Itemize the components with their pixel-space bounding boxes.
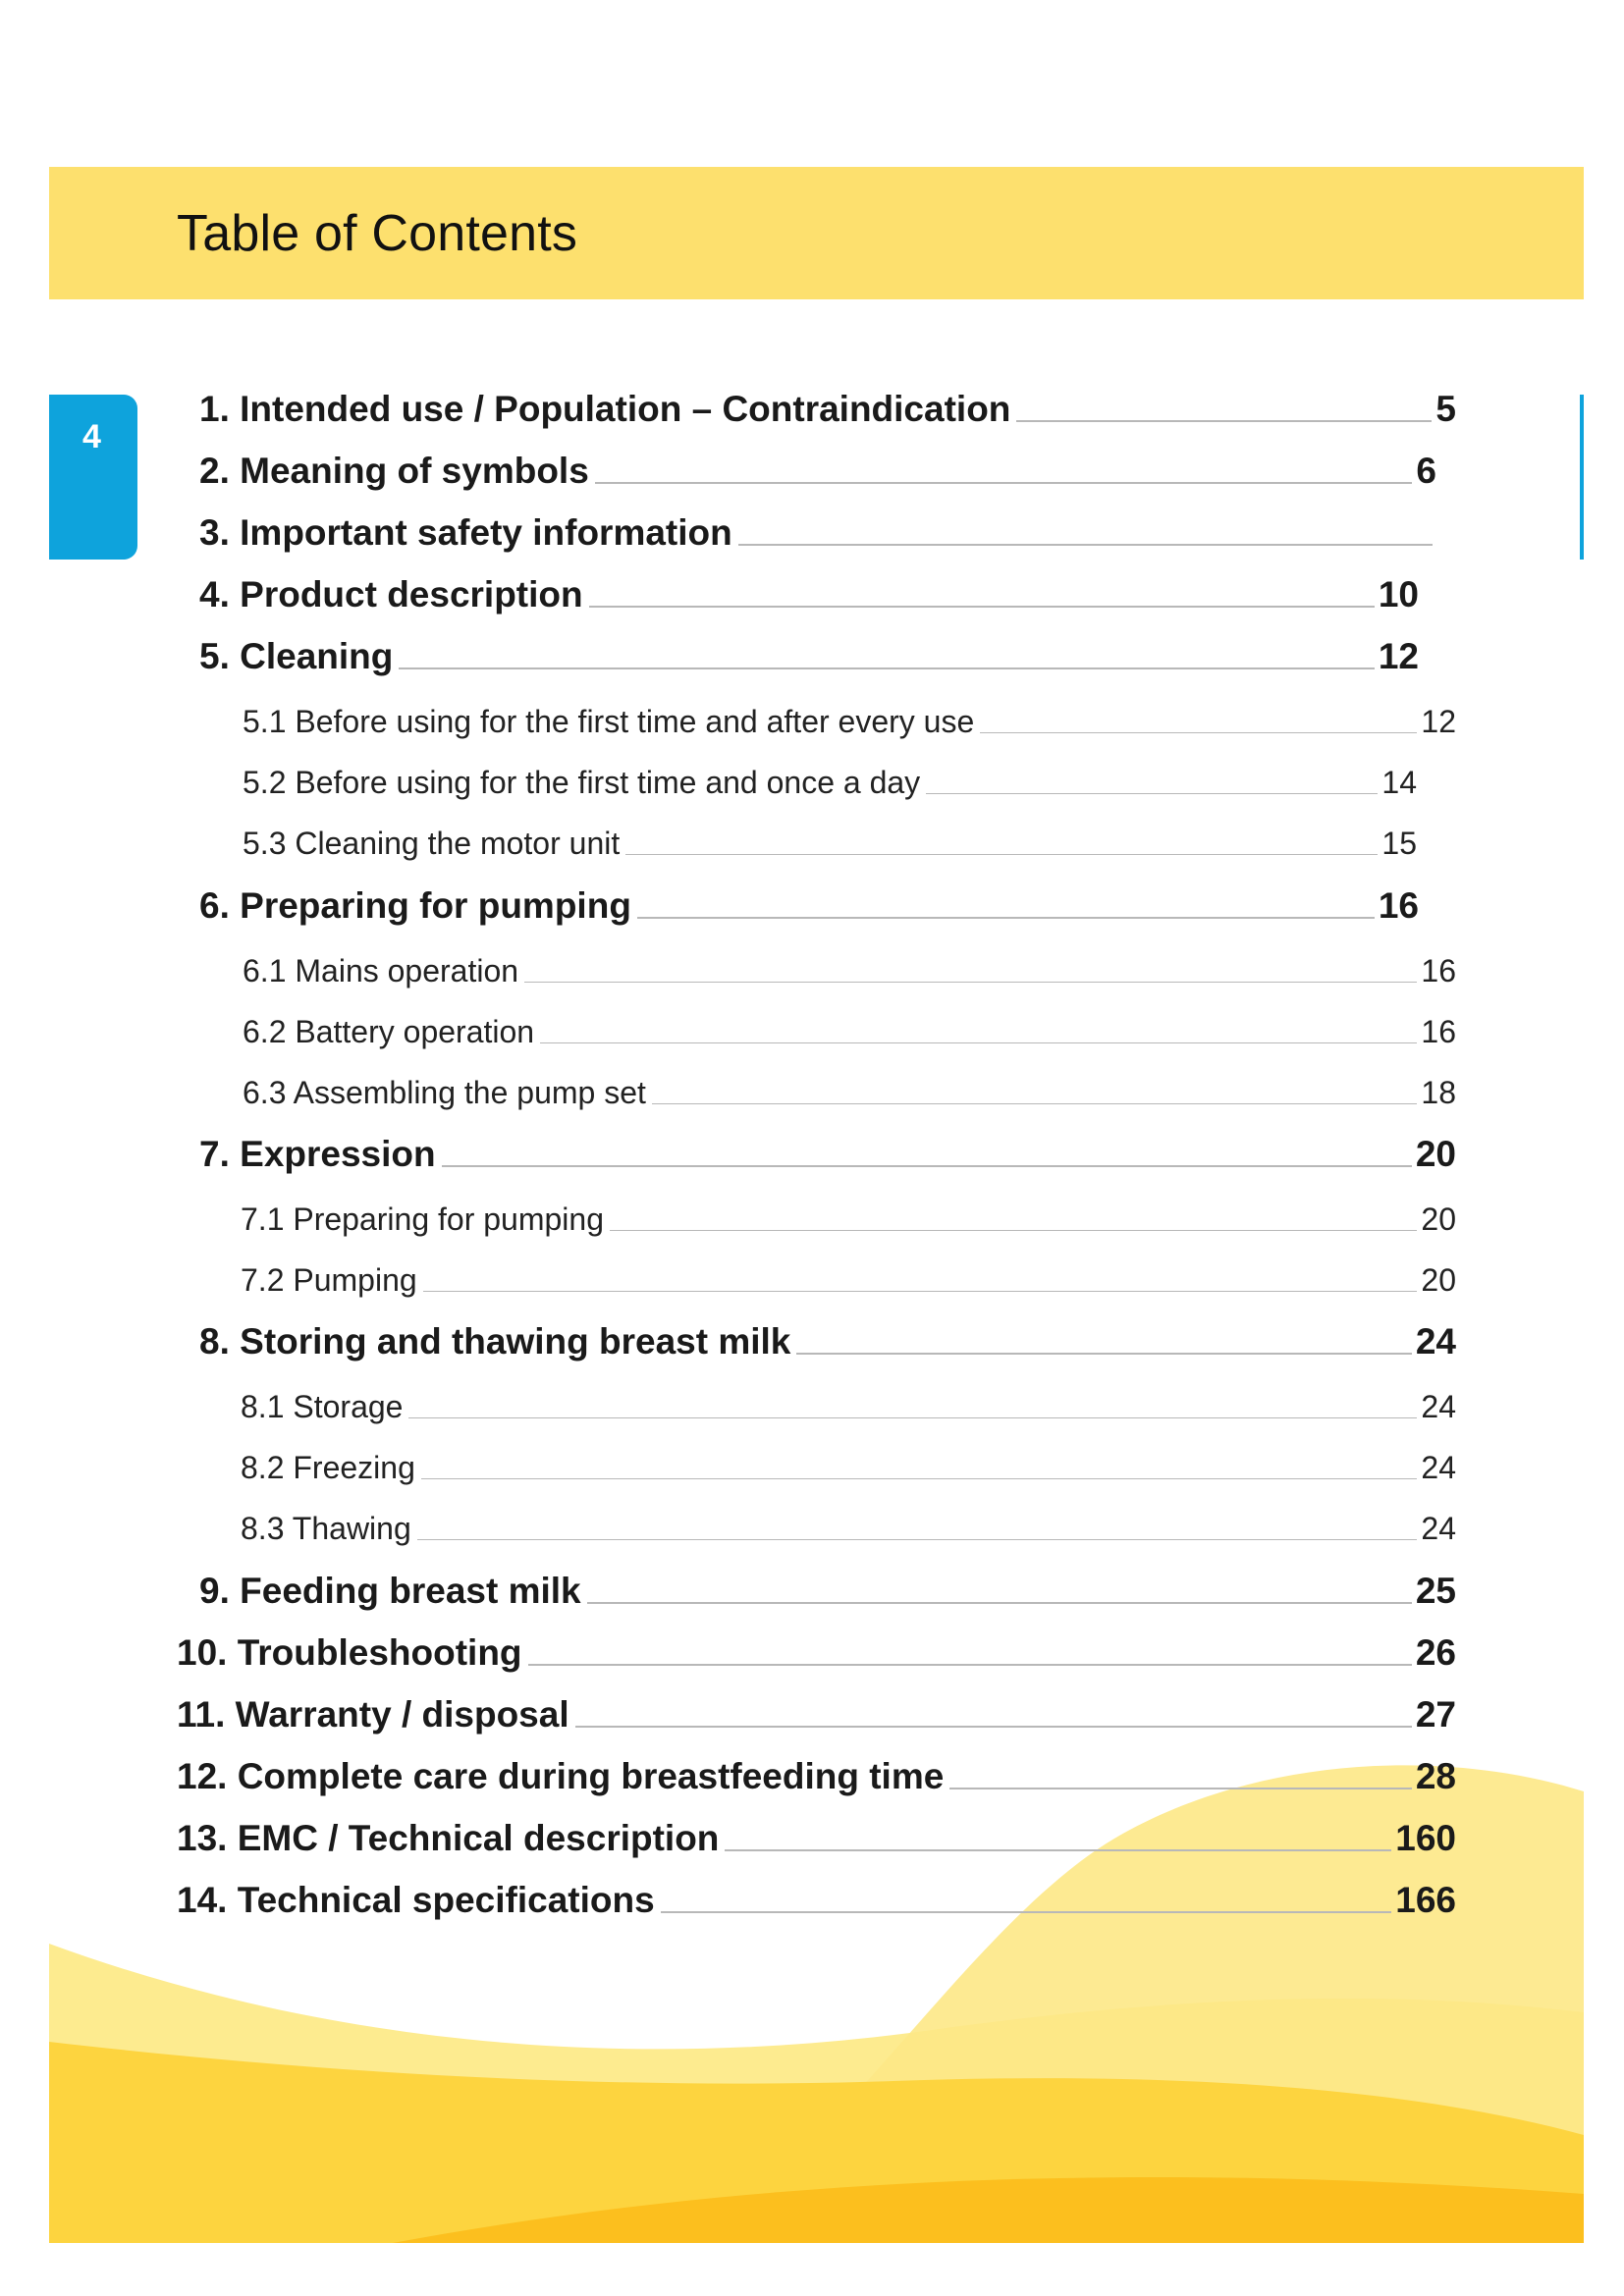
toc-entry[interactable] <box>199 1317 1456 1362</box>
toc-entry[interactable] <box>243 1070 1456 1111</box>
toc-leader <box>926 793 1378 794</box>
toc-entry[interactable] <box>199 570 1419 615</box>
toc-entry-page: 15 <box>1381 826 1417 861</box>
toc-entry-label: 8.2 Freezing <box>241 1450 415 1485</box>
toc-leader <box>528 1664 1412 1666</box>
toc-entry-label: 9. Feeding breast milk <box>199 1571 581 1611</box>
toc-entry-label: 5.2 Before using for the first time and once a day <box>243 765 921 800</box>
toc-entry[interactable] <box>177 1876 1456 1921</box>
toc-entry-label: 5. Cleaning <box>199 636 394 676</box>
toc-entry-page: 166 <box>1395 1880 1456 1920</box>
toc-entry[interactable] <box>243 760 1417 801</box>
toc-entry[interactable] <box>199 881 1419 927</box>
toc-leader <box>399 667 1374 669</box>
toc-entry-page: 12 <box>1421 704 1456 739</box>
toc-entry[interactable] <box>199 508 1436 554</box>
toc-leader <box>652 1103 1418 1104</box>
toc-entry-label: 7.2 Pumping <box>241 1262 417 1298</box>
toc-entry-page: 20 <box>1421 1262 1456 1298</box>
toc-leader <box>524 982 1417 983</box>
toc-entry[interactable] <box>177 1752 1456 1797</box>
toc-entry-label: 14. Technical specifications <box>177 1880 655 1920</box>
toc-leader <box>625 854 1378 855</box>
page-title: Table of Contents <box>177 205 578 262</box>
toc-entry-label: 7. Expression <box>199 1134 436 1174</box>
toc-entry-label: 1. Intended use / Population – Contraindication <box>199 389 1011 429</box>
toc-entry[interactable] <box>243 821 1417 862</box>
toc-leader <box>575 1726 1412 1728</box>
toc-entry-label: 12. Complete care during breastfeeding time <box>177 1756 945 1796</box>
toc-entry-page: 20 <box>1415 1134 1456 1174</box>
toc-entry-label: 11. Warranty / disposal <box>177 1694 569 1735</box>
toc-entry-page: 16 <box>1378 885 1419 926</box>
toc-leader <box>540 1042 1417 1043</box>
toc-entry-label: 6.2 Battery operation <box>243 1014 535 1049</box>
toc-leader <box>421 1478 1418 1479</box>
toc-entry-page: 18 <box>1421 1075 1456 1110</box>
toc-entry-page: 160 <box>1395 1818 1456 1858</box>
toc-entry-page: 24 <box>1415 1321 1456 1362</box>
toc-entry-label: 5.3 Cleaning the motor unit <box>243 826 621 861</box>
toc-leader <box>796 1353 1411 1355</box>
toc-leader <box>725 1849 1391 1851</box>
toc-entry-page: 26 <box>1415 1632 1456 1673</box>
toc-entry-label: 8.3 Thawing <box>241 1511 411 1546</box>
toc-leader <box>417 1539 1418 1540</box>
toc-entry[interactable] <box>243 948 1456 989</box>
toc-entry[interactable] <box>177 1814 1456 1859</box>
toc-entry[interactable] <box>199 632 1419 677</box>
toc-entry[interactable] <box>243 1009 1456 1050</box>
page-number: 4 <box>82 418 101 455</box>
toc-entry[interactable] <box>199 385 1456 430</box>
toc-entry-page: 25 <box>1415 1571 1456 1611</box>
toc-leader <box>442 1165 1412 1167</box>
toc-entry-label: 6. Preparing for pumping <box>199 885 631 926</box>
toc-entry-page: 24 <box>1421 1389 1456 1424</box>
toc-leader <box>661 1911 1392 1913</box>
toc-entry[interactable] <box>199 1130 1456 1175</box>
toc-entry-page: 27 <box>1415 1694 1456 1735</box>
toc-entry-page: 20 <box>1421 1201 1456 1237</box>
toc-entry-label: 10. Troubleshooting <box>177 1632 522 1673</box>
toc-leader <box>1016 420 1432 422</box>
toc-entry[interactable] <box>241 1445 1456 1486</box>
toc-entry[interactable] <box>199 1567 1456 1612</box>
toc-entry[interactable] <box>199 447 1436 492</box>
toc-entry[interactable] <box>177 1690 1456 1735</box>
toc-leader <box>949 1788 1412 1789</box>
header-band <box>49 167 1584 299</box>
toc-entry-label: 2. Meaning of symbols <box>199 451 589 491</box>
toc-leader <box>738 544 1433 546</box>
toc-entry-label: 6.1 Mains operation <box>243 953 519 988</box>
toc-entry-page: 5 <box>1435 389 1456 429</box>
toc-entry[interactable] <box>241 1384 1456 1425</box>
toc-entry-page: 24 <box>1421 1450 1456 1485</box>
toc-leader <box>637 917 1375 919</box>
toc-leader <box>595 482 1413 484</box>
toc-entry[interactable] <box>241 1506 1456 1547</box>
toc-entry[interactable] <box>177 1629 1456 1674</box>
toc-entry-label: 13. EMC / Technical description <box>177 1818 720 1858</box>
toc-entry-label: 7.1 Preparing for pumping <box>241 1201 604 1237</box>
toc-entry-label: 4. Product description <box>199 574 583 614</box>
toc-entry-page: 12 <box>1378 636 1419 676</box>
toc-entry[interactable] <box>241 1257 1456 1299</box>
toc-entry-label: 8.1 Storage <box>241 1389 404 1424</box>
toc-entry-page: 16 <box>1421 1014 1456 1049</box>
toc-leader <box>980 732 1417 733</box>
toc-leader <box>587 1602 1412 1604</box>
toc-entry-page: 24 <box>1421 1511 1456 1546</box>
toc-leader <box>610 1230 1417 1231</box>
toc-entry-page: 28 <box>1415 1756 1456 1796</box>
margin-rule <box>1580 395 1584 560</box>
toc-leader <box>423 1291 1418 1292</box>
toc-entry-label: 8. Storing and thawing breast milk <box>199 1321 791 1362</box>
toc-entry-label: 6.3 Assembling the pump set <box>243 1075 646 1110</box>
toc-entry-page: 10 <box>1378 574 1419 614</box>
toc-entry-page: 14 <box>1381 765 1417 800</box>
page-number-tab <box>49 395 137 560</box>
toc-entry-page: 6 <box>1416 451 1436 491</box>
toc-entry-label: 3. Important safety information <box>199 512 732 553</box>
toc-entry[interactable] <box>241 1197 1456 1238</box>
toc-leader <box>589 606 1375 608</box>
toc-entry-label: 5.1 Before using for the first time and after every use <box>243 704 975 739</box>
toc-leader <box>408 1417 1417 1418</box>
toc-entry-page: 16 <box>1421 953 1456 988</box>
toc-entry[interactable] <box>243 699 1456 740</box>
